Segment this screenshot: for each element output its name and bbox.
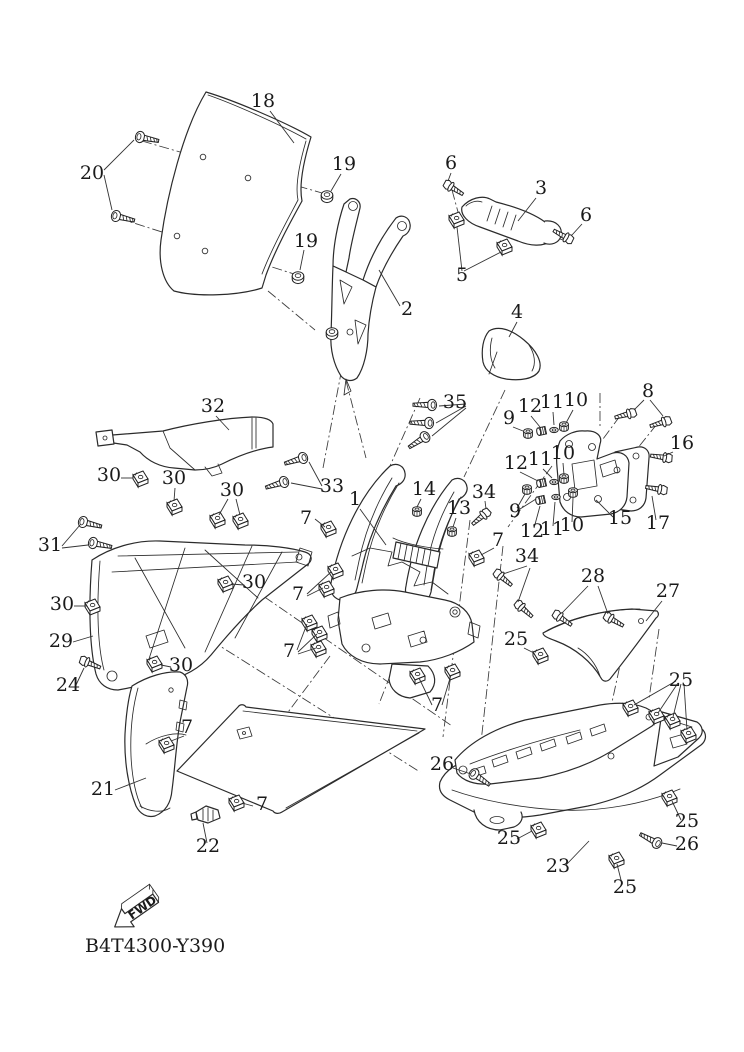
washer-11-icon — [550, 479, 558, 484]
windshield-bracket-2 — [331, 199, 410, 395]
part-label-10: 10 — [559, 514, 585, 536]
leader-line — [448, 173, 451, 181]
part-label-11: 11 — [527, 448, 553, 470]
grommet-19-icon — [326, 328, 338, 340]
nut-13-icon — [448, 527, 457, 537]
clip-25-icon — [662, 790, 677, 806]
leader-line — [379, 270, 400, 306]
part-label-30: 30 — [161, 467, 187, 489]
screw-26-icon — [638, 829, 664, 850]
part-label-7: 7 — [282, 640, 296, 662]
collar-12-icon — [536, 478, 546, 487]
part-label-11: 11 — [539, 391, 565, 413]
part-label-34: 34 — [514, 545, 540, 567]
part-label-20: 20 — [79, 162, 105, 184]
part-label-13: 13 — [446, 497, 472, 519]
screw-31-icon — [87, 537, 112, 553]
washer-11-icon — [552, 494, 560, 499]
part-label-14: 14 — [411, 478, 437, 500]
clip-30-icon — [167, 499, 182, 515]
part-label-25: 25 — [674, 810, 700, 832]
part-label-12: 12 — [517, 395, 543, 417]
leader-line — [219, 499, 228, 515]
leader-line — [297, 624, 307, 650]
part-label-25: 25 — [496, 827, 522, 849]
leader-line — [598, 586, 608, 614]
clip-30-icon — [133, 471, 148, 487]
part-label-32: 32 — [200, 395, 226, 417]
part-label-25: 25 — [503, 628, 529, 650]
leader-line — [531, 416, 540, 427]
leader-line — [518, 568, 530, 602]
diagram-code: B4T4300-Y390 — [85, 935, 226, 957]
bolt-34-icon — [492, 567, 515, 589]
part-label-12: 12 — [519, 520, 545, 542]
grommet-19-icon — [321, 191, 333, 203]
leader-line — [315, 519, 325, 527]
part-label-15: 15 — [607, 507, 633, 529]
part-label-31: 31 — [37, 534, 63, 556]
leader-line — [650, 400, 663, 416]
part-label-28: 28 — [580, 565, 606, 587]
side-panel-triangle — [177, 705, 425, 814]
leader-line — [562, 586, 588, 613]
inner-stay-29 — [90, 541, 312, 690]
screw-35-icon — [413, 399, 437, 411]
part-label-19: 19 — [293, 230, 319, 252]
part-label-26: 26 — [674, 833, 700, 855]
nut-10-icon — [569, 488, 578, 498]
leader-line — [520, 499, 536, 509]
leader-line — [174, 488, 175, 501]
screw-31-icon — [77, 515, 103, 532]
inner-panel-4 — [482, 328, 540, 379]
nut-10-icon — [560, 474, 569, 484]
leader-line — [464, 252, 501, 271]
part-label-8: 8 — [641, 380, 655, 402]
bolt-34-icon — [469, 506, 492, 528]
leader-line — [62, 525, 80, 546]
bracket-22 — [191, 806, 220, 823]
part-label-19: 19 — [331, 153, 357, 175]
screw-33-icon — [264, 475, 290, 493]
part-label-18: 18 — [250, 90, 276, 112]
leader-line — [62, 545, 88, 548]
part-label-26: 26 — [429, 753, 455, 775]
leader-line — [553, 412, 554, 425]
part-label-12: 12 — [503, 452, 529, 474]
nut-14-icon — [413, 507, 422, 517]
part-label-7: 7 — [255, 793, 269, 815]
screw-35-icon — [406, 430, 432, 452]
bolt-8-icon — [649, 415, 673, 431]
part-label-24: 24 — [55, 674, 81, 696]
leader-line — [503, 566, 527, 574]
bolt-34-icon — [513, 598, 536, 620]
part-label-30: 30 — [49, 593, 75, 615]
clip-7-icon — [321, 521, 336, 537]
part-label-7: 7 — [291, 583, 305, 605]
part-label-16: 16 — [669, 432, 695, 454]
leader-line — [73, 636, 93, 642]
part-label-23: 23 — [545, 855, 571, 877]
part-label-34: 34 — [471, 481, 497, 503]
clip-25-icon — [609, 852, 624, 868]
part-label-11: 11 — [539, 518, 565, 540]
washer-11-icon — [550, 427, 558, 432]
clip-7-icon — [469, 550, 484, 566]
grommet-19-icon — [292, 272, 304, 284]
part-label-17: 17 — [645, 512, 671, 534]
part-label-30: 30 — [96, 464, 122, 486]
bolt-17-icon — [645, 482, 668, 496]
screw-20-icon — [134, 131, 159, 147]
collar-12-icon — [535, 495, 545, 504]
screw-33-icon — [283, 451, 309, 469]
part-label-9: 9 — [502, 407, 516, 429]
part-label-27: 27 — [655, 580, 681, 602]
leader-line — [104, 140, 134, 170]
fwd-arrow-label: FWD — [125, 892, 160, 923]
part-label-33: 33 — [319, 475, 345, 497]
part-label-30: 30 — [241, 571, 267, 593]
nut-10-icon — [560, 422, 569, 432]
screw-35-icon — [410, 417, 434, 429]
collar-12-icon — [536, 426, 546, 435]
leader-line — [300, 250, 304, 270]
windshield-18 — [160, 92, 311, 295]
part-label-6: 6 — [444, 152, 458, 174]
leader-line — [236, 499, 240, 515]
leader-line — [417, 499, 421, 507]
part-label-4: 4 — [510, 301, 524, 323]
part-label-7: 7 — [299, 507, 313, 529]
screw-20-icon — [110, 209, 136, 226]
part-label-7: 7 — [180, 716, 194, 738]
clip-7-icon — [445, 664, 460, 680]
part-label-9: 9 — [508, 500, 522, 522]
part-label-5: 5 — [455, 264, 469, 286]
part-label-25: 25 — [612, 876, 638, 898]
part-label-35: 35 — [442, 391, 468, 413]
part-label-10: 10 — [550, 442, 576, 464]
part-label-30: 30 — [168, 654, 194, 676]
part-label-3: 3 — [534, 177, 548, 199]
part-label-29: 29 — [48, 630, 74, 652]
clip-5-icon — [449, 212, 464, 228]
part-label-7: 7 — [430, 694, 444, 716]
clip-25-icon — [531, 822, 546, 838]
leader-line — [331, 174, 341, 191]
clip-30-icon — [210, 512, 225, 528]
nut-9-icon — [524, 429, 533, 439]
part-label-30: 30 — [219, 479, 245, 501]
leader-line — [566, 410, 573, 423]
nut-9-icon — [523, 485, 532, 495]
fwd-arrow — [106, 884, 164, 936]
part-label-22: 22 — [195, 835, 221, 857]
part-label-25: 25 — [668, 669, 694, 691]
part-label-2: 2 — [400, 298, 414, 320]
leader-line — [442, 675, 451, 705]
leader-line — [291, 483, 322, 489]
part-label-1: 1 — [348, 488, 362, 510]
front-stay-3 — [462, 197, 562, 245]
part-label-10: 10 — [563, 389, 589, 411]
clip-25-icon — [533, 648, 548, 664]
part-label-6: 6 — [579, 204, 593, 226]
clip-30-icon — [233, 513, 248, 529]
part-label-7: 7 — [491, 529, 505, 551]
leader-line — [453, 518, 456, 527]
leader-line — [104, 175, 112, 210]
front-panel-21 — [125, 672, 188, 817]
part-label-21: 21 — [90, 778, 116, 800]
